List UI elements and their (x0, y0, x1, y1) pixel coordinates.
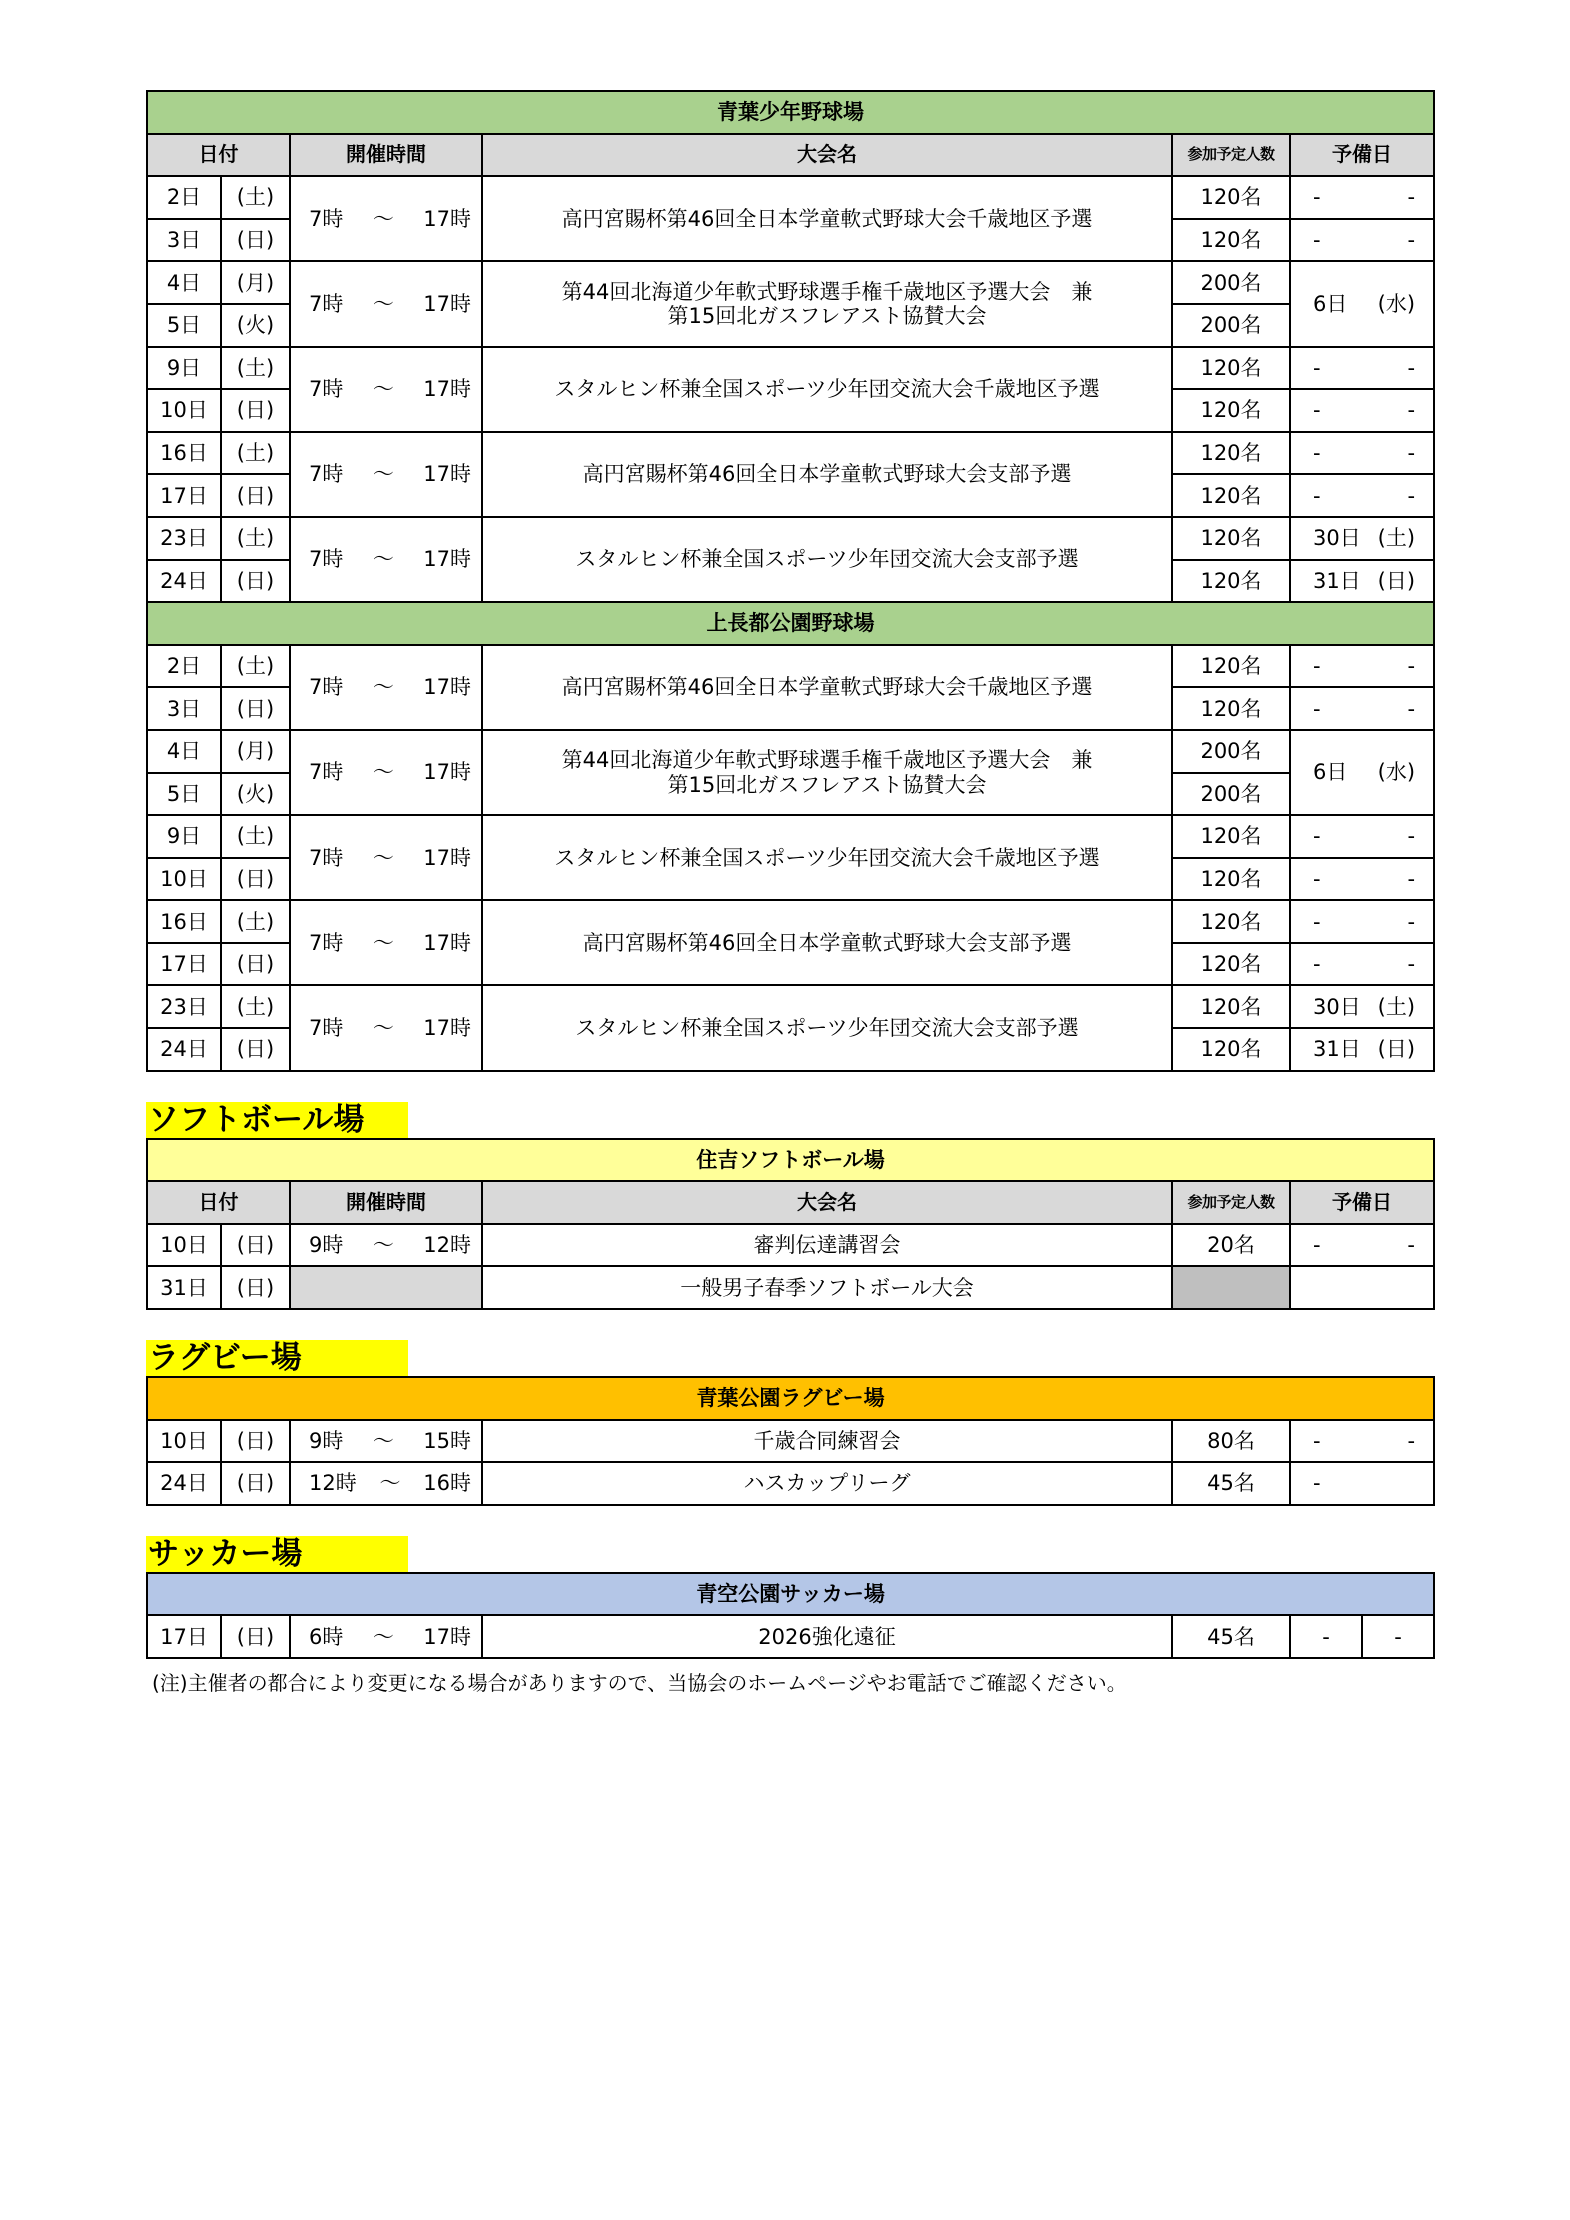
reserve-cell (1290, 730, 1434, 815)
date-cell: 24日 (147, 560, 221, 603)
people-cell: 120名 (1172, 219, 1290, 262)
table-row (147, 1462, 1434, 1505)
people-cell: 45名 (1172, 1615, 1290, 1658)
table-row (147, 645, 1434, 688)
people-cell: 45名 (1172, 1462, 1290, 1505)
people-cell: 120名 (1172, 347, 1290, 390)
reserve-day: - (1313, 1471, 1321, 1496)
tilde: ～ (372, 675, 394, 700)
venue-row (147, 602, 1434, 645)
people-cell: 120名 (1172, 645, 1290, 688)
reserve-cell (1290, 1266, 1434, 1309)
time-cell (290, 645, 482, 730)
weekday-cell: (日) (221, 1420, 290, 1463)
softball-schedule-table (146, 1138, 1435, 1310)
reserve-day: - (1313, 398, 1321, 423)
reserve-day: 6日 (1313, 760, 1348, 785)
date-cell: 10日 (147, 858, 221, 901)
reserve-cell (1290, 985, 1434, 1028)
date-cell: 5日 (147, 304, 221, 347)
reserve-day: - (1313, 1233, 1321, 1258)
end-time: 15時 (423, 1428, 471, 1453)
people-cell: 120名 (1172, 900, 1290, 943)
event-name: 高円宮賜杯第46回全日本学童軟式野球大会千歳地区予選 (482, 176, 1172, 261)
weekday-cell: (日) (221, 474, 290, 517)
date-cell: 24日 (147, 1028, 221, 1071)
time-cell (290, 730, 482, 815)
weekday-cell: (日) (221, 219, 290, 262)
reserve-day: - (1313, 483, 1321, 508)
header-people: 参加予定人数 (1172, 1181, 1290, 1224)
start-time: 6時 (309, 1624, 344, 1649)
column-header-row (147, 1181, 1434, 1224)
header-name: 大会名 (482, 1181, 1172, 1224)
reserve-weekday: (水) (1377, 291, 1416, 316)
reserve-weekday: (水) (1377, 760, 1416, 785)
header-reserve: 予備日 (1290, 134, 1434, 177)
event-name: 2026強化遠征 (482, 1615, 1172, 1658)
start-time: 9時 (309, 1233, 344, 1258)
table-row (147, 1615, 1434, 1658)
start-time: 12時 (309, 1471, 357, 1496)
people-cell: 120名 (1172, 432, 1290, 475)
weekday-cell: (火) (221, 773, 290, 816)
reserve-cell (1290, 560, 1434, 603)
event-name: スタルヒン杯兼全国スポーツ少年団交流大会千歳地区予選 (482, 347, 1172, 432)
date-cell: 10日 (147, 1420, 221, 1463)
reserve-weekday: - (1407, 653, 1416, 678)
event-name: 第44回北海道少年軟式野球選手権千歳地区予選大会 兼 第15回北ガスフレアスト協賛大会 (482, 261, 1172, 346)
end-time: 17時 (423, 930, 471, 955)
reserve-weekday: - (1407, 909, 1416, 934)
reserve-day: - (1313, 909, 1321, 934)
rugby-schedule-table (146, 1376, 1435, 1506)
start-time: 7時 (309, 760, 344, 785)
weekday-cell: (日) (221, 858, 290, 901)
tilde: ～ (372, 1015, 394, 1040)
end-time: 17時 (423, 1015, 471, 1040)
tilde: ～ (372, 291, 394, 316)
venue-row (147, 91, 1434, 134)
weekday-cell: (日) (221, 1224, 290, 1267)
reserve-day: 30日 (1313, 526, 1361, 551)
date-cell: 10日 (147, 1224, 221, 1267)
date-cell: 16日 (147, 900, 221, 943)
start-time: 7時 (309, 675, 344, 700)
reserve-weekday: (日) (1377, 568, 1416, 593)
time-cell (290, 1462, 482, 1505)
end-time: 17時 (423, 291, 471, 316)
end-time: 17時 (423, 462, 471, 487)
end-time: 17時 (423, 845, 471, 870)
soccer-schedule-table (146, 1572, 1435, 1659)
reserve-day: 6日 (1313, 291, 1348, 316)
start-time: 7時 (309, 547, 344, 572)
venue-title: 青葉公園ラグビー場 (147, 1377, 1434, 1420)
people-cell: 120名 (1172, 517, 1290, 560)
reserve-weekday: - (1407, 440, 1416, 465)
header-date: 日付 (147, 1181, 290, 1224)
weekday-cell: (土) (221, 432, 290, 475)
time-cell (290, 517, 482, 602)
table-row (147, 1224, 1434, 1267)
people-cell: 120名 (1172, 1028, 1290, 1071)
weekday-cell: (土) (221, 347, 290, 390)
table-row (147, 985, 1434, 1028)
reserve-cell: - (1290, 1615, 1362, 1658)
reserve-weekday: - (1407, 355, 1416, 380)
tilde: ～ (372, 206, 394, 231)
footnote: (注)主催者の都合により変更になる場合がありますので、当協会のホームページやお電話でご確認ください。 (152, 1671, 1127, 1695)
date-cell: 4日 (147, 730, 221, 773)
people-cell: 120名 (1172, 858, 1290, 901)
people-cell: 120名 (1172, 474, 1290, 517)
end-time: 17時 (423, 760, 471, 785)
tilde: ～ (372, 462, 394, 487)
weekday-cell: (日) (221, 1266, 290, 1309)
reserve-day: - (1313, 185, 1321, 210)
start-time: 7時 (309, 845, 344, 870)
tilde: ～ (372, 1624, 394, 1649)
time-cell (290, 900, 482, 985)
header-people: 参加予定人数 (1172, 134, 1290, 177)
table-row (147, 1420, 1434, 1463)
weekday-cell: (月) (221, 730, 290, 773)
event-name: スタルヒン杯兼全国スポーツ少年団交流大会支部予選 (482, 517, 1172, 602)
weekday-cell: (火) (221, 304, 290, 347)
table-row (147, 900, 1434, 943)
date-cell: 5日 (147, 773, 221, 816)
people-cell: 120名 (1172, 943, 1290, 986)
weekday-cell: (土) (221, 900, 290, 943)
reserve-day: - (1313, 952, 1321, 977)
reserve-day: 30日 (1313, 994, 1361, 1019)
weekday-cell: (土) (221, 517, 290, 560)
weekday-cell: (土) (221, 985, 290, 1028)
event-name: ハスカップリーグ (482, 1462, 1172, 1505)
end-time: 17時 (423, 547, 471, 572)
reserve-day: 31日 (1313, 1037, 1361, 1062)
time-cell (290, 347, 482, 432)
date-cell: 23日 (147, 517, 221, 560)
reserve-day: - (1313, 653, 1321, 678)
date-cell: 17日 (147, 1615, 221, 1658)
end-time: 12時 (423, 1233, 471, 1258)
time-cell (290, 1420, 482, 1463)
reserve-weekday: - (1407, 696, 1416, 721)
time-cell (290, 432, 482, 517)
reserve-weekday: - (1407, 185, 1416, 210)
event-name: 高円宮賜杯第46回全日本学童軟式野球大会千歳地区予選 (482, 645, 1172, 730)
softball-section-label: ソフトボール場 (146, 1102, 408, 1138)
table-row (147, 730, 1434, 773)
date-cell: 2日 (147, 176, 221, 219)
start-time: 7時 (309, 206, 344, 231)
tilde: ～ (372, 845, 394, 870)
weekday-cell: (日) (221, 687, 290, 730)
weekday-cell: (日) (221, 943, 290, 986)
end-time: 16時 (423, 1471, 471, 1496)
time-cell (290, 815, 482, 900)
table-row (147, 432, 1434, 475)
date-cell: 3日 (147, 219, 221, 262)
reserve-weekday: - (1407, 952, 1416, 977)
time-cell (290, 1615, 482, 1658)
people-cell: 120名 (1172, 687, 1290, 730)
schedule-page (146, 90, 1433, 1696)
table-row (147, 176, 1434, 219)
reserve-cell (1290, 474, 1434, 517)
table-row (147, 261, 1434, 304)
header-time: 開催時間 (290, 134, 482, 177)
reserve-weekday: - (1407, 824, 1416, 849)
date-cell: 9日 (147, 815, 221, 858)
reserve-cell (1290, 815, 1434, 858)
venue-title: 青葉少年野球場 (147, 91, 1434, 134)
reserve-cell (1290, 176, 1434, 219)
reserve-day: - (1313, 696, 1321, 721)
reserve-cell (1290, 943, 1434, 986)
weekday-cell: (土) (221, 645, 290, 688)
people-cell: 120名 (1172, 389, 1290, 432)
soccer-section-label: サッカー場 (146, 1536, 408, 1572)
reserve-cell (1290, 1420, 1434, 1463)
date-cell: 17日 (147, 943, 221, 986)
weekday-cell: (日) (221, 1462, 290, 1505)
time-cell (290, 1266, 482, 1309)
date-cell: 2日 (147, 645, 221, 688)
people-cell: 20名 (1172, 1224, 1290, 1267)
column-header-row (147, 134, 1434, 177)
people-cell: 120名 (1172, 176, 1290, 219)
start-time: 9時 (309, 1428, 344, 1453)
reserve-cell (1290, 347, 1434, 390)
date-cell: 16日 (147, 432, 221, 475)
date-cell: 10日 (147, 389, 221, 432)
date-cell: 4日 (147, 261, 221, 304)
reserve-cell (1290, 389, 1434, 432)
venue-title: 住吉ソフトボール場 (147, 1139, 1434, 1182)
reserve-day: - (1313, 228, 1321, 252)
reserve-cell (1290, 219, 1434, 262)
reserve-weekday: (日) (1377, 1037, 1416, 1062)
end-time: 17時 (423, 675, 471, 700)
tilde: ～ (372, 377, 394, 402)
time-cell (290, 985, 482, 1070)
event-name: 千歳合同練習会 (482, 1420, 1172, 1463)
start-time: 7時 (309, 377, 344, 402)
reserve-day: - (1313, 1428, 1321, 1453)
reserve-cell: - (1362, 1615, 1434, 1658)
end-time: 17時 (423, 206, 471, 231)
reserve-cell (1290, 517, 1434, 560)
weekday-cell: (土) (221, 176, 290, 219)
reserve-weekday: - (1407, 1233, 1415, 1258)
reserve-day: - (1313, 866, 1321, 891)
table-row (147, 517, 1434, 560)
people-cell: 120名 (1172, 560, 1290, 603)
table-row (147, 1266, 1434, 1309)
start-time: 7時 (309, 291, 344, 316)
weekday-cell: (日) (221, 560, 290, 603)
reserve-day: - (1313, 824, 1321, 849)
date-cell: 31日 (147, 1266, 221, 1309)
event-name: 一般男子春季ソフトボール大会 (482, 1266, 1172, 1309)
weekday-cell: (日) (221, 1615, 290, 1658)
venue-row (147, 1573, 1434, 1616)
tilde: ～ (379, 1471, 401, 1496)
reserve-cell (1290, 261, 1434, 346)
date-cell: 24日 (147, 1462, 221, 1505)
date-cell: 17日 (147, 474, 221, 517)
venue-row (147, 1377, 1434, 1420)
event-name: スタルヒン杯兼全国スポーツ少年団交流大会支部予選 (482, 985, 1172, 1070)
reserve-cell (1290, 1462, 1434, 1505)
table-row (147, 815, 1434, 858)
reserve-day: - (1313, 440, 1321, 465)
venue-title: 上長都公園野球場 (147, 602, 1434, 645)
date-cell: 9日 (147, 347, 221, 390)
reserve-day: - (1313, 355, 1321, 380)
reserve-cell (1290, 1224, 1434, 1267)
reserve-weekday: - (1407, 866, 1416, 891)
tilde: ～ (372, 930, 394, 955)
reserve-weekday: - (1407, 483, 1416, 508)
tilde: ～ (372, 1428, 394, 1453)
venue-title: 青空公園サッカー場 (147, 1573, 1434, 1616)
people-cell: 200名 (1172, 261, 1290, 304)
reserve-cell (1290, 432, 1434, 475)
people-cell: 200名 (1172, 730, 1290, 773)
reserve-weekday: (土) (1377, 526, 1416, 551)
event-name: スタルヒン杯兼全国スポーツ少年団交流大会千歳地区予選 (482, 815, 1172, 900)
header-time: 開催時間 (290, 1181, 482, 1224)
people-cell: 200名 (1172, 773, 1290, 816)
people-cell: 120名 (1172, 985, 1290, 1028)
reserve-cell (1290, 858, 1434, 901)
baseball-schedule-table (146, 90, 1435, 1072)
weekday-cell: (月) (221, 261, 290, 304)
event-name: 高円宮賜杯第46回全日本学童軟式野球大会支部予選 (482, 900, 1172, 985)
reserve-weekday: - (1407, 1428, 1416, 1453)
event-name: 高円宮賜杯第46回全日本学童軟式野球大会支部予選 (482, 432, 1172, 517)
event-name: 審判伝達講習会 (482, 1224, 1172, 1267)
reserve-weekday: - (1407, 398, 1416, 423)
reserve-cell (1290, 900, 1434, 943)
header-name: 大会名 (482, 134, 1172, 177)
reserve-weekday: - (1407, 228, 1416, 252)
reserve-cell (1290, 1028, 1434, 1071)
time-cell (290, 261, 482, 346)
event-name: 第44回北海道少年軟式野球選手権千歳地区予選大会 兼 第15回北ガスフレアスト協賛大会 (482, 730, 1172, 815)
start-time: 7時 (309, 1015, 344, 1040)
reserve-weekday: (土) (1377, 994, 1416, 1019)
reserve-cell (1290, 687, 1434, 730)
end-time: 17時 (423, 377, 471, 402)
header-reserve: 予備日 (1290, 1181, 1434, 1224)
start-time: 7時 (309, 462, 344, 487)
people-cell (1172, 1266, 1290, 1309)
tilde: ～ (372, 547, 394, 572)
date-cell: 23日 (147, 985, 221, 1028)
people-cell: 80名 (1172, 1420, 1290, 1463)
reserve-day: 31日 (1313, 568, 1361, 593)
start-time: 7時 (309, 930, 344, 955)
time-cell (290, 1224, 482, 1267)
people-cell: 120名 (1172, 815, 1290, 858)
reserve-cell (1290, 645, 1434, 688)
rugby-section-label: ラグビー場 (146, 1340, 408, 1376)
date-cell: 3日 (147, 687, 221, 730)
weekday-cell: (日) (221, 389, 290, 432)
header-date: 日付 (147, 134, 290, 177)
people-cell: 200名 (1172, 304, 1290, 347)
end-time: 17時 (423, 1624, 471, 1649)
tilde: ～ (372, 1233, 394, 1258)
tilde: ～ (372, 760, 394, 785)
table-row (147, 347, 1434, 390)
venue-row (147, 1139, 1434, 1182)
weekday-cell: (土) (221, 815, 290, 858)
weekday-cell: (日) (221, 1028, 290, 1071)
time-cell (290, 176, 482, 261)
